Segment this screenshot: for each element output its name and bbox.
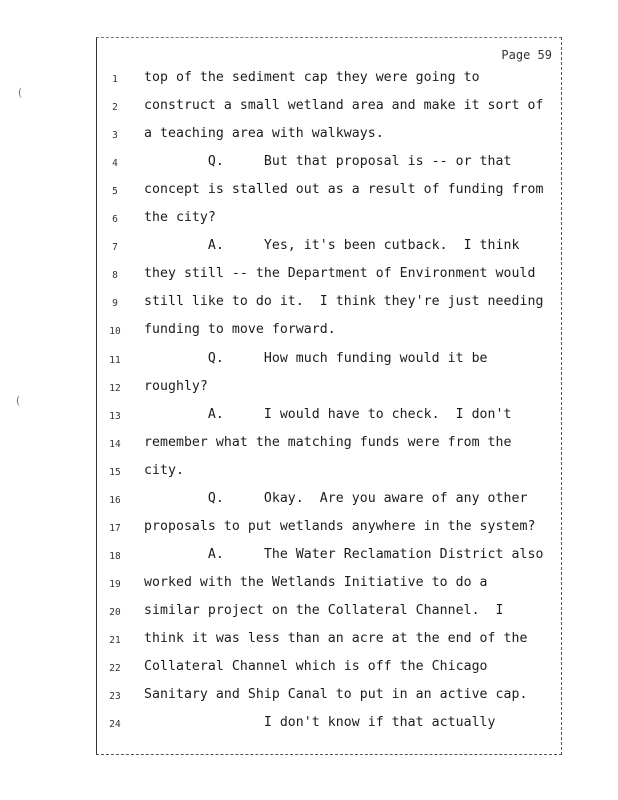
line-text: A. The Water Reclamation District also: [144, 546, 544, 562]
line-text: funding to move forward.: [144, 322, 336, 338]
transcript-line: [0, 575, 618, 595]
transcript-line: [0, 519, 618, 539]
page-number: Page 59: [501, 48, 552, 62]
line-number: 23: [109, 691, 121, 703]
line-text: Q. But that proposal is -- or that: [144, 154, 512, 170]
line-number: 1: [112, 74, 118, 85]
transcript-line: [0, 210, 618, 230]
margin-mark: (: [18, 86, 23, 99]
line-number: 22: [109, 663, 121, 675]
line-text: Q. How much funding would it be: [144, 350, 488, 366]
line-text: top of the sediment cap they were going to: [144, 70, 480, 85]
margin-mark: (: [16, 394, 21, 407]
line-text: concept is stalled out as a result of funding from: [144, 182, 544, 198]
line-number: 13: [109, 410, 121, 422]
line-text: similar project on the Collateral Channel. I: [144, 602, 504, 618]
transcript-line: [0, 407, 618, 427]
line-text: A. Yes, it's been cutback. I think: [144, 238, 520, 254]
line-number: 14: [109, 438, 121, 450]
line-text: worked with the Wetlands Initiative to do a: [144, 574, 488, 590]
transcript-line: [0, 238, 618, 258]
line-text: they still -- the Department of Environment would: [144, 266, 536, 282]
line-number: 9: [112, 298, 118, 310]
line-number: 16: [109, 494, 121, 506]
transcript-line: [0, 154, 618, 174]
line-number: 21: [109, 635, 121, 646]
transcript-line: [0, 659, 618, 679]
line-text: remember what the matching funds were from the: [144, 434, 512, 450]
line-number: 2: [112, 102, 118, 114]
line-text: proposals to put wetlands anywhere in the system?: [144, 518, 536, 534]
transcript-line: [0, 98, 618, 118]
line-number: 19: [109, 578, 121, 590]
line-number: 3: [112, 130, 118, 142]
line-number: 12: [109, 382, 121, 394]
transcript-line: [0, 463, 618, 483]
line-text: city.: [144, 462, 184, 478]
transcript-line: [0, 715, 618, 735]
line-text: Collateral Channel which is off the Chicago: [144, 659, 488, 675]
line-number: 8: [112, 270, 118, 282]
transcript-line: [0, 631, 618, 651]
line-number: 6: [112, 214, 118, 226]
line-number: 17: [109, 522, 121, 534]
transcript-line: [0, 294, 618, 314]
line-text: A. I would have to check. I don't: [144, 406, 512, 422]
line-text: Sanitary and Ship Canal to put in an active cap.: [144, 687, 528, 703]
transcript-line: [0, 322, 618, 342]
line-number: 4: [112, 158, 118, 170]
line-text: construct a small wetland area and make it sort of: [144, 98, 544, 114]
line-text: a teaching area with walkways.: [144, 126, 384, 142]
transcript-line: [0, 70, 618, 90]
line-number: 5: [112, 186, 118, 198]
line-number: 7: [112, 242, 118, 254]
line-text: the city?: [144, 210, 216, 226]
transcript-line: [0, 126, 618, 146]
transcript-line: [0, 687, 618, 707]
transcript-line: [0, 435, 618, 455]
line-text: Q. Okay. Are you aware of any other: [144, 490, 528, 506]
line-text: still like to do it. I think they're just needing: [144, 294, 544, 310]
line-number: 11: [109, 354, 121, 366]
line-number: 15: [109, 466, 121, 478]
transcript-line: [0, 547, 618, 567]
line-number: 18: [109, 550, 121, 562]
transcript-line: [0, 266, 618, 286]
transcript-line: [0, 603, 618, 623]
line-text: think it was less than an acre at the end of the: [144, 631, 528, 646]
line-number: 24: [109, 719, 121, 731]
transcript-line: [0, 379, 618, 399]
transcript-line: [0, 182, 618, 202]
line-number: 10: [109, 326, 121, 338]
transcript-line: [0, 491, 618, 511]
line-number: 20: [109, 606, 121, 618]
line-text: roughly?: [144, 378, 208, 394]
transcript-line: [0, 351, 618, 371]
line-text: I don't know if that actually: [144, 715, 496, 731]
